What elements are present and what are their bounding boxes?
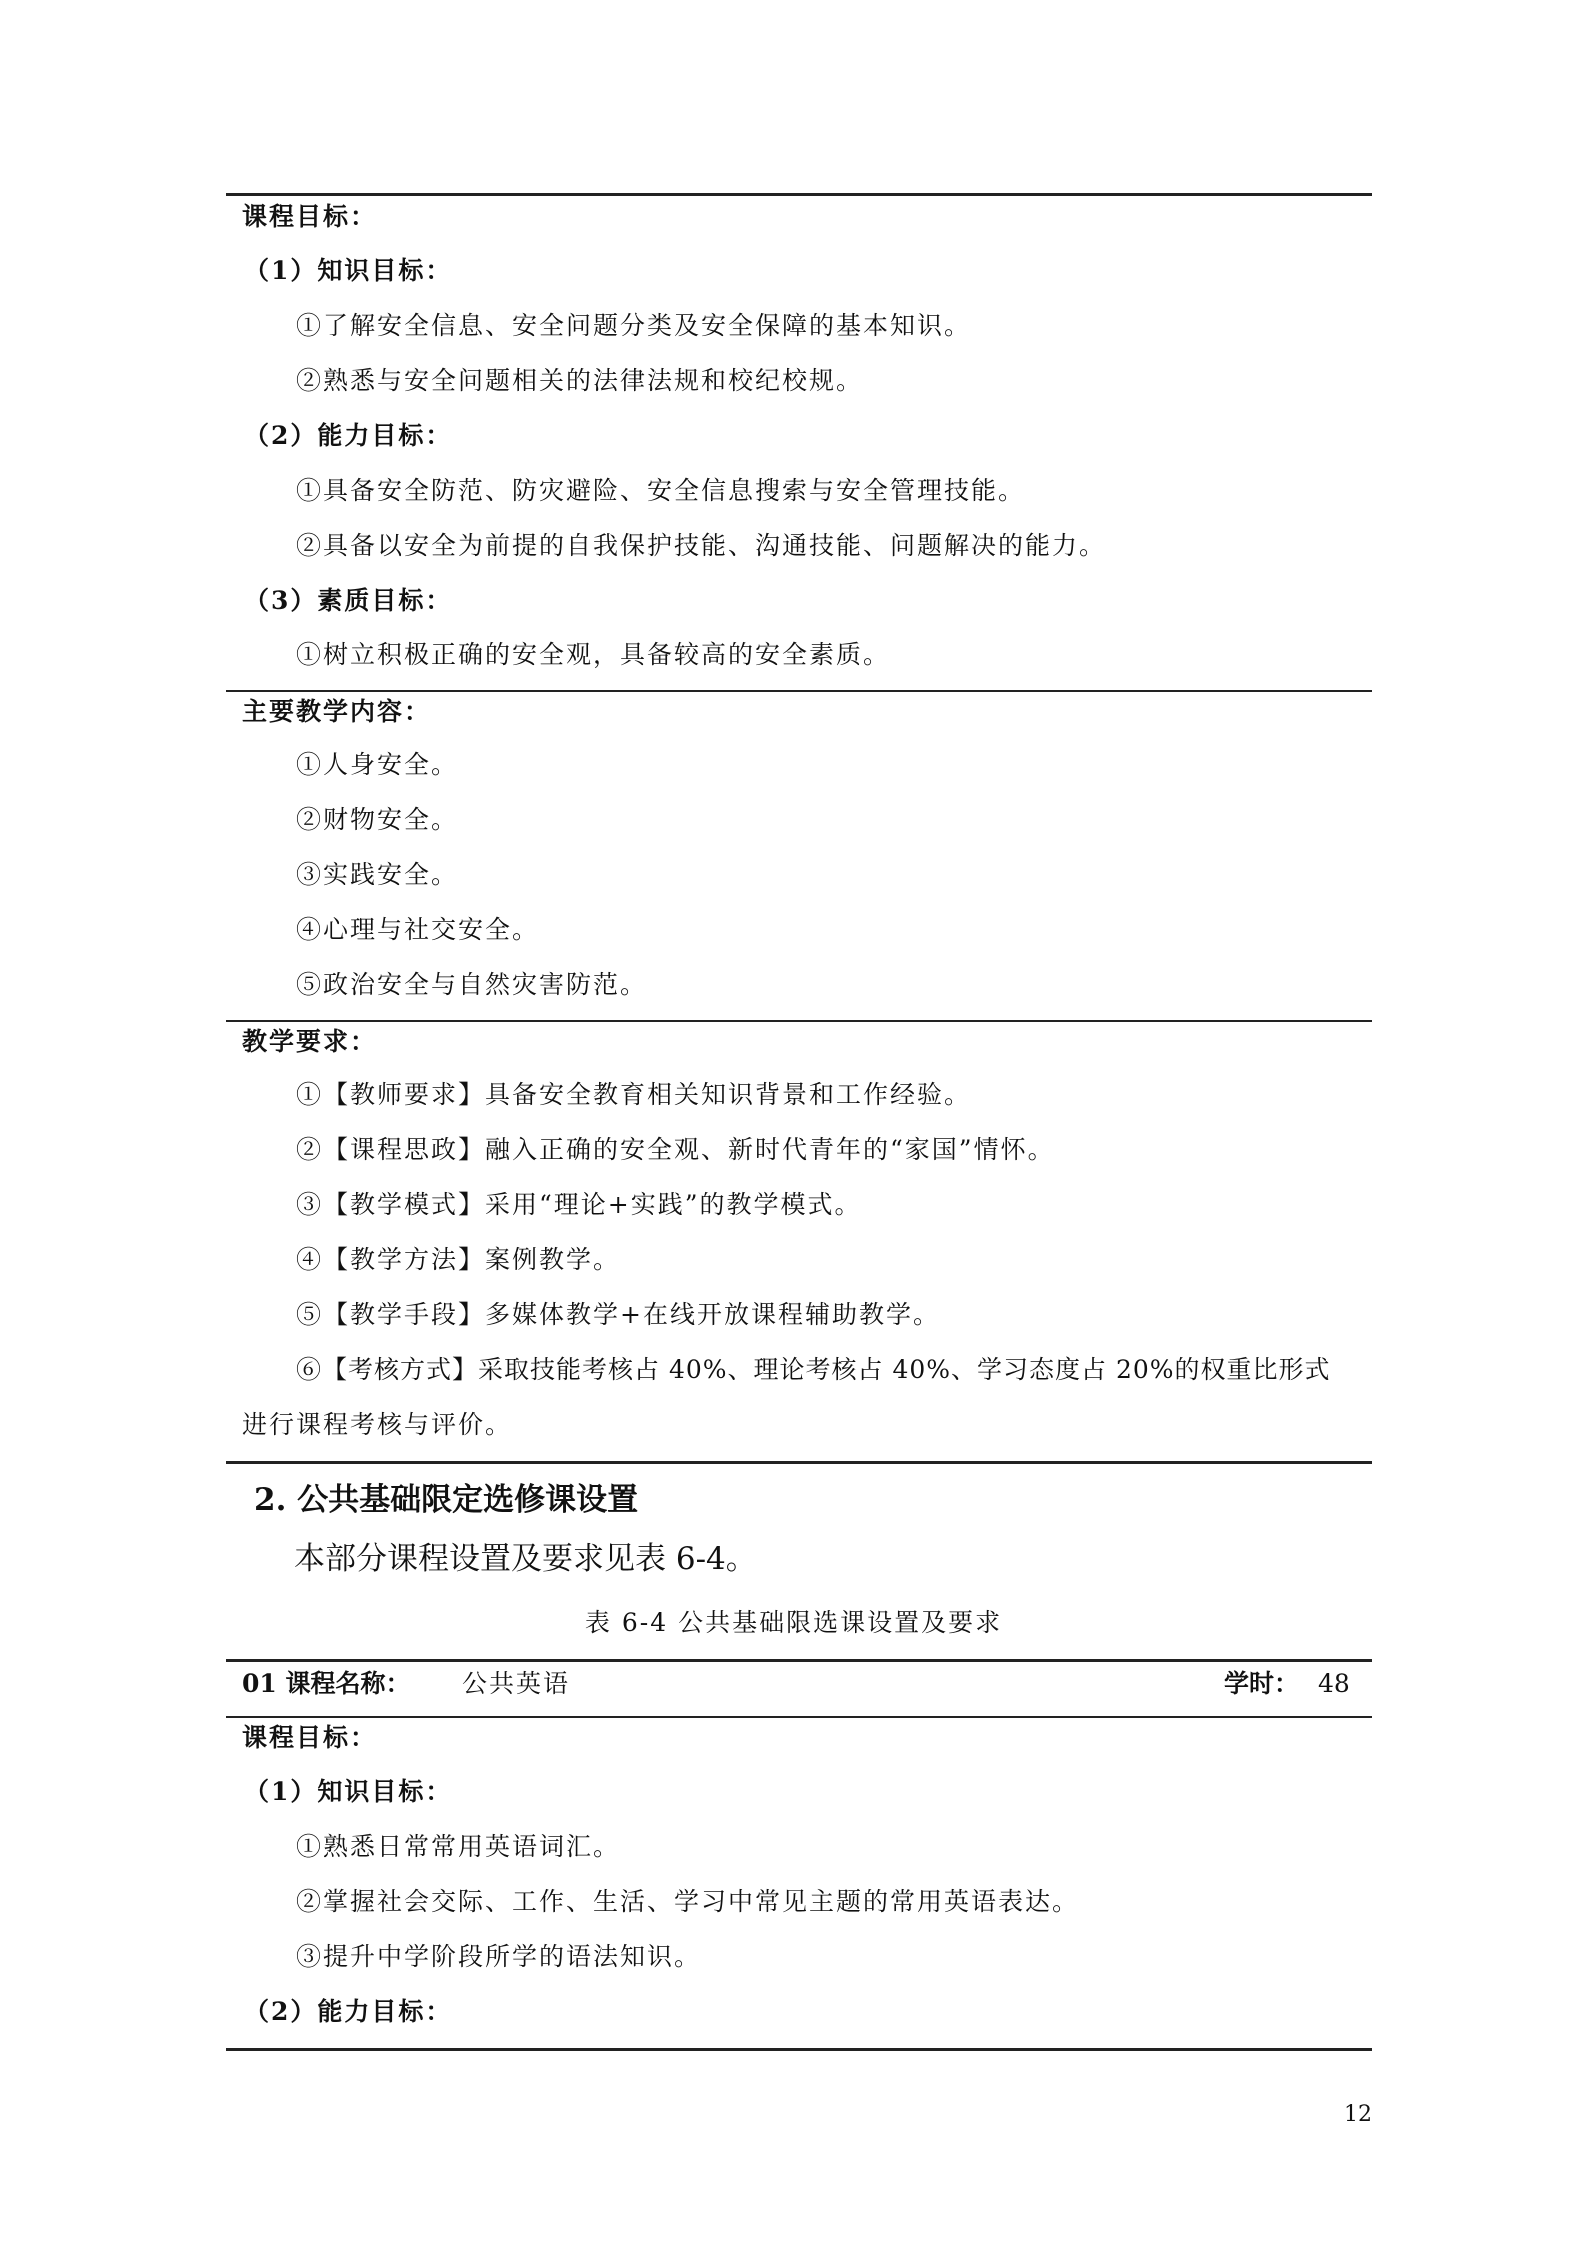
section-title: 2. 公共基础限定选修课设置	[254, 1482, 639, 1518]
content-item: ②财物安全。	[296, 805, 459, 834]
requirement-item: ②【课程思政】融入正确的安全观、新时代青年的“家国”情怀。	[296, 1135, 1055, 1164]
requirement-item: ③【教学模式】采用“理论+实践”的教学模式。	[296, 1190, 862, 1219]
knowledge-item: ①熟悉日常常用英语词汇。	[296, 1832, 621, 1861]
ability-goals-label: （2）能力目标：	[244, 1997, 453, 2026]
row-divider	[226, 690, 1372, 692]
teaching-content-label: 主要教学内容：	[242, 697, 432, 726]
teaching-requirements-label: 教学要求：	[242, 1027, 378, 1056]
ability-item: ①具备安全防范、防灾避险、安全信息搜索与安全管理技能。	[296, 476, 1026, 505]
table-bottom-rule	[226, 2048, 1372, 2051]
requirement-item: ⑤【教学手段】多媒体教学+在线开放课程辅助教学。	[296, 1300, 940, 1329]
knowledge-goals-label: （1）知识目标：	[244, 1777, 453, 1806]
content-item: ③实践安全。	[296, 860, 459, 889]
requirement-item: ⑥【考核方式】采取技能考核占 40%、理论考核占 40%、学习态度占 20%的权重比形式	[296, 1355, 1331, 1384]
course-goals-label: 课程目标：	[242, 1723, 378, 1752]
knowledge-item: ②熟悉与安全问题相关的法律法规和校纪校规。	[296, 366, 864, 395]
knowledge-goals-label: （1）知识目标：	[244, 256, 453, 285]
content-item: ④心理与社交安全。	[296, 915, 540, 944]
section-intro: 本部分课程设置及要求见表 6-4。	[294, 1541, 757, 1577]
knowledge-item: ②掌握社会交际、工作、生活、学习中常见主题的常用英语表达。	[296, 1887, 1080, 1916]
course-goals-label: 课程目标：	[242, 202, 378, 231]
quality-item: ①树立积极正确的安全观，具备较高的安全素质。	[296, 640, 891, 669]
table-top-rule	[226, 193, 1372, 196]
row-divider	[226, 1020, 1372, 1022]
table-caption: 表 6-4 公共基础限选课设置及要求	[584, 1608, 1003, 1637]
knowledge-item: ③提升中学阶段所学的语法知识。	[296, 1942, 702, 1971]
requirement-item: ①【教师要求】具备安全教育相关知识背景和工作经验。	[296, 1080, 972, 1109]
ability-item: ②具备以安全为前提的自我保护技能、沟通技能、问题解决的能力。	[296, 531, 1107, 560]
requirement-item: ④【教学方法】案例教学。	[296, 1245, 621, 1274]
requirement-item-continuation: 进行课程考核与评价。	[242, 1410, 513, 1439]
row-divider	[226, 1716, 1372, 1718]
course-name-value: 公共英语	[462, 1669, 571, 1698]
ability-goals-label: （2）能力目标：	[244, 421, 453, 450]
content-item: ①人身安全。	[296, 750, 459, 779]
table-bottom-rule	[226, 1461, 1372, 1464]
hours-value: 48	[1318, 1669, 1350, 1698]
knowledge-item: ①了解安全信息、安全问题分类及安全保障的基本知识。	[296, 311, 972, 340]
quality-goals-label: （3）素质目标：	[244, 586, 453, 615]
course-name-label: 01 课程名称：	[242, 1669, 411, 1698]
content-item: ⑤政治安全与自然灾害防范。	[296, 970, 648, 999]
page-number: 12	[1344, 2102, 1372, 2127]
table-top-rule	[226, 1659, 1372, 1662]
hours-label: 学时：	[1224, 1669, 1300, 1698]
